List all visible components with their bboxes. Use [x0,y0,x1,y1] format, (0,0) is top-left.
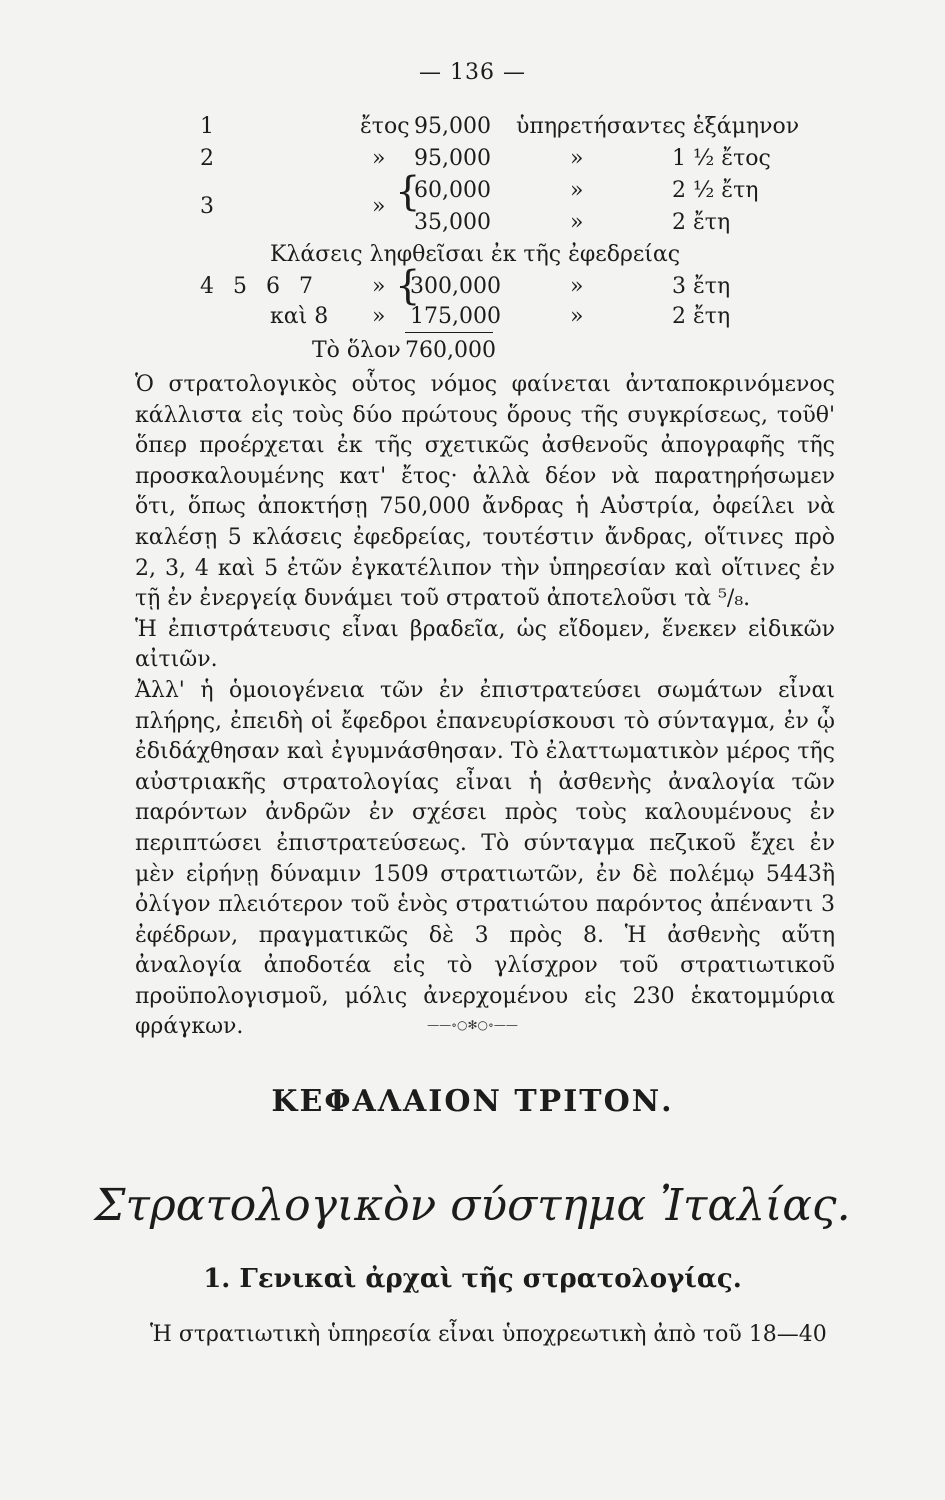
body-text [135,370,835,1043]
reserve-row1-ditto2: » [570,274,584,299]
row3-ditto: » [372,194,386,219]
paragraph-3: Ἀλλ' ἡ ὁμοιογένεια τῶν ἐν ἐπιστρατεύσει σωμάτων εἶναι πλήρης, ἐπειδὴ οἱ ἔφεδροι ἐπανευρίσκουσι τὸ σύνταγμα, ἐν ᾧ ἐδιδάχθησαν καὶ ἐγυμνάσθησαν. Τὸ ἐλαττωματικὸν μέρος τῆς αὐστριακῆς στρατολογίας εἶναι ἡ ἀσθενὴς ἀναλογία τῶν παρόντων ἀνδρῶν ἐν σχέσει πρὸς τοὺς καλουμένους ἐν περιπτώσει ἐπιστρατεύσεως. Τὸ σύνταγμα πεζικοῦ ἔχει ἐν μὲν εἰρήνῃ δύναμιν 1509 στρατιωτῶν, ἐν δὲ πολέμῳ 5443ἢ ὀλίγον πλειότερον τοῦ ἑνὸς στρατιώτου παρόντος ἀπέναντι 3 ἐφέδρων, πραγματικῶς δὲ 3 πρὸς 8. Ἡ ἀσθενὴς αὕτη ἀναλογία ἀποδοτέα εἰς τὸ γλίσχρον τοῦ στρατιωτικοῦ προϋπολογισμοῦ, μόλις ἀνερχομένου εἰς 230 ἑκατομμύρια φράγκων. [135,677,835,1040]
reserve-row2-ditto: » [372,304,386,329]
row1-unit: ἔτος [360,114,410,139]
reserve-row1-duration: 3 ἔτη [672,274,731,299]
reserve-row2-value: 175,000 [410,304,501,329]
reserve-row2-ditto2: » [570,304,584,329]
brace-icon: { [395,169,421,215]
paragraph-1: Ὁ στρατολογικὸς οὗτος νόμος φαίνεται ἀνταποκρινόμενος κάλλιστα εἰς τοὺς δύο πρώτους ὅρους τῆς συγκρίσεως, τοῦθ' ὅπερ προέρχεται ἐκ τῆς σχετικῶς ἀσθενοῦς ἀπογραφῆς τῆς προσκαλουμένης κατ' ἔτος· ἀλλὰ δέον νὰ παρατηρήσωμεν ὅτι, ὅπως ἀποκτήσῃ 750,000 ἄνδρας ἡ Αὐστρία, ὀφείλει νὰ καλέσῃ 5 κλάσεις ἐφεδρείας, τουτέστιν ἄνδρας, οἵτινες πρὸ 2, 3, 4 καὶ 5 ἐτῶν ἐγκατέλιπον τὴν ὑπηρεσίαν καὶ οἵτινες ἐν τῇ ἐν ἐνεργείᾳ δυνάμει τοῦ στρατοῦ ἀποτελοῦσι τὰ ⁵/₈. [135,372,835,612]
row3b-value: 35,000 [414,210,491,235]
reserve-row2-classes: καὶ 8 [270,304,329,329]
row2-ditto: » [372,146,386,171]
row1-class: 1 [200,114,214,139]
row3a-value: 60,000 [414,178,491,203]
last-line: Ἡ στρατιωτικὴ ὑπηρεσία εἶναι ὑποχρεωτικὴ ἀπὸ τοῦ 18—40 [150,1322,827,1347]
reserve-row2-duration: 2 ἔτη [672,304,731,329]
sum-rule [405,332,493,333]
brace-icon-2: { [395,263,421,309]
row3b-duration: 2 ἔτη [672,210,731,235]
ornament-divider: ——∘○✻○∘—— [427,1018,518,1032]
page-number: — 136 — [419,60,526,85]
row2-value: 95,000 [414,146,491,171]
row3a-duration: 2 ½ ἔτη [672,178,759,203]
chapter-title: Στρατολογικὸν σύστημα Ἰταλίας. [94,1180,851,1231]
row1-value: 95,000 [414,114,491,139]
reserve-row1-classes: 4 5 6 7 [200,274,313,299]
paragraph-2: Ἡ ἐπιστράτευσις εἶναι βραδεῖα, ὡς εἴδομεν, ἕνεκεν εἰδικῶν αἰτιῶν. [135,616,835,673]
total-label: Τὸ ὅλον [312,338,401,363]
row2-ditto2: » [570,146,584,171]
row3-class: 3 [200,194,214,219]
row2-duration: 1 ½ ἔτος [672,146,771,171]
total-value: 760,000 [405,338,496,363]
section-heading: 1. Γενικαὶ ἀρχαὶ τῆς στρατολογίας. [203,1264,742,1294]
row2-class: 2 [200,146,214,171]
row3a-ditto2: » [570,178,584,203]
reserve-row1-ditto: » [372,274,386,299]
row3b-ditto2: » [570,210,584,235]
chapter-heading: ΚΕΦΑΛΑΙΟΝ ΤΡΙΤΟΝ. [271,1084,674,1119]
reserve-row1-value: 300,000 [410,274,501,299]
row1-desc: ὑπηρετήσαντες ἑξάμηνον [516,114,800,139]
reserve-heading: Κλάσεις ληφθεῖσαι ἐκ τῆς ἐφεδρείας [270,242,681,267]
